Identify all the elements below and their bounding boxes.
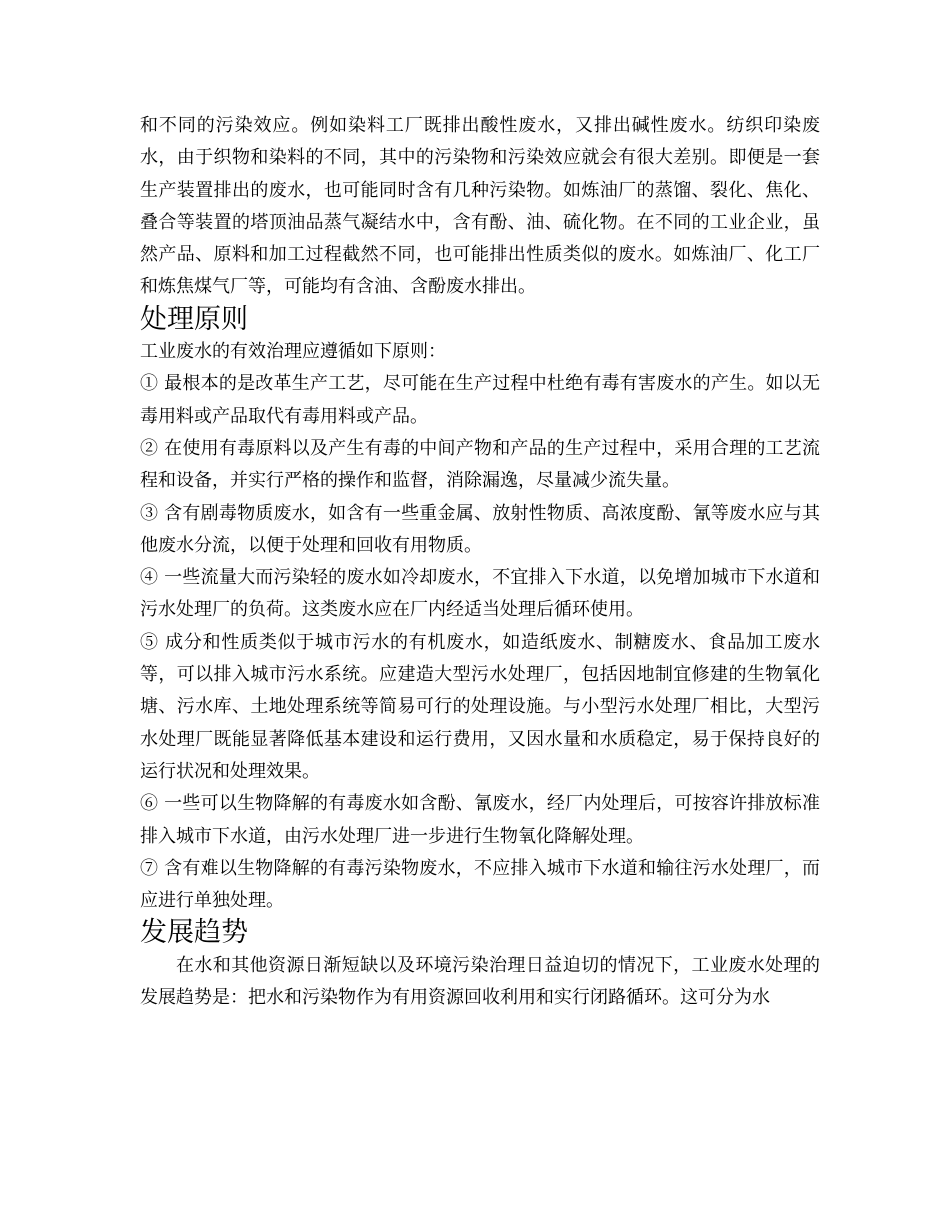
trends-paragraph: 在水和其他资源日渐短缺以及环境污染治理日益迫切的情况下，工业废水处理的发展趋势是：把水和污染物作为有用资源回收利用和实行闭路循环。这可分为水 [140,954,820,1009]
principles-lead: 工业废水的有效治理应遵循如下原则： [140,341,446,363]
principle-item-2: ② 在使用有毒原料以及产生有毒的中间产物和产品的生产过程中，采用合理的工艺流程和设备，并实行严格的操作和监督，消除漏逸，尽量减少流失量。 [140,437,820,492]
section-heading-trends: 发展趋势 [140,917,248,949]
principle-item-3: ③ 含有剧毒物质废水，如含有一些重金属、放射性物质、高浓度酚、氰等废水应与其他废水分流，以便于处理和回收有用物质。 [140,502,820,556]
intro-paragraph: 和不同的污染效应。例如染料工厂既排出酸性废水，又排出碱性废水。纺织印染废水，由于织物和染料的不同，其中的污染物和污染效应就会有很大差别。即便是一套生产装置排出的废水，也可能同时含有几种污染物。如炼油厂的蒸馏、裂化、焦化、叠合等装置的塔顶油品蒸气凝结水中，含有酚、油、硫化物。在不同的工业企业，虽然产品、原料和加工过程截然不同，也可能排出性质类似的废水。如炼油厂、化工厂和炼焦煤气厂等，可能均有含油、含酚废水排出。 [140,115,820,298]
document-page [140,110,820,1014]
principle-item-6: ⑥ 一些可以生物降解的有毒废水如含酚、氰废水，经厂内处理后，可按容许排放标准排入城市下水道，由污水处理厂进一步进行生物氧化降解处理。 [140,793,820,847]
principle-item-5: ⑤ 成分和性质类似于城市污水的有机废水，如造纸废水、制糖废水、食品加工废水等，可以排入城市污水系统。应建造大型污水处理厂，包括因地制宜修建的生物氧化塘、污水库、土地处理系统等简易可行的处理设施。与小型污水处理厂相比，大型污水处理厂既能显著降低基本建设和运行费用，又因水量和水质稳定，易于保持良好的运行状况和处理效果。 [140,631,820,782]
principle-item-4: ④ 一些流量大而污染轻的废水如冷却废水，不宜排入下水道，以免增加城市下水道和污水处理厂的负荷。这类废水应在厂内经适当处理后循环使用。 [140,567,820,621]
principle-item-1: ① 最根本的是改革生产工艺，尽可能在生产过程中杜绝有毒有害废水的产生。如以无毒用料或产品取代有毒用料或产品。 [140,373,820,427]
principle-item-7: ⑦ 含有难以生物降解的有毒污染物废水，不应排入城市下水道和输往污水处理厂，而应进行单独处理。 [140,857,820,912]
section-heading-principles: 处理原则 [140,303,248,335]
